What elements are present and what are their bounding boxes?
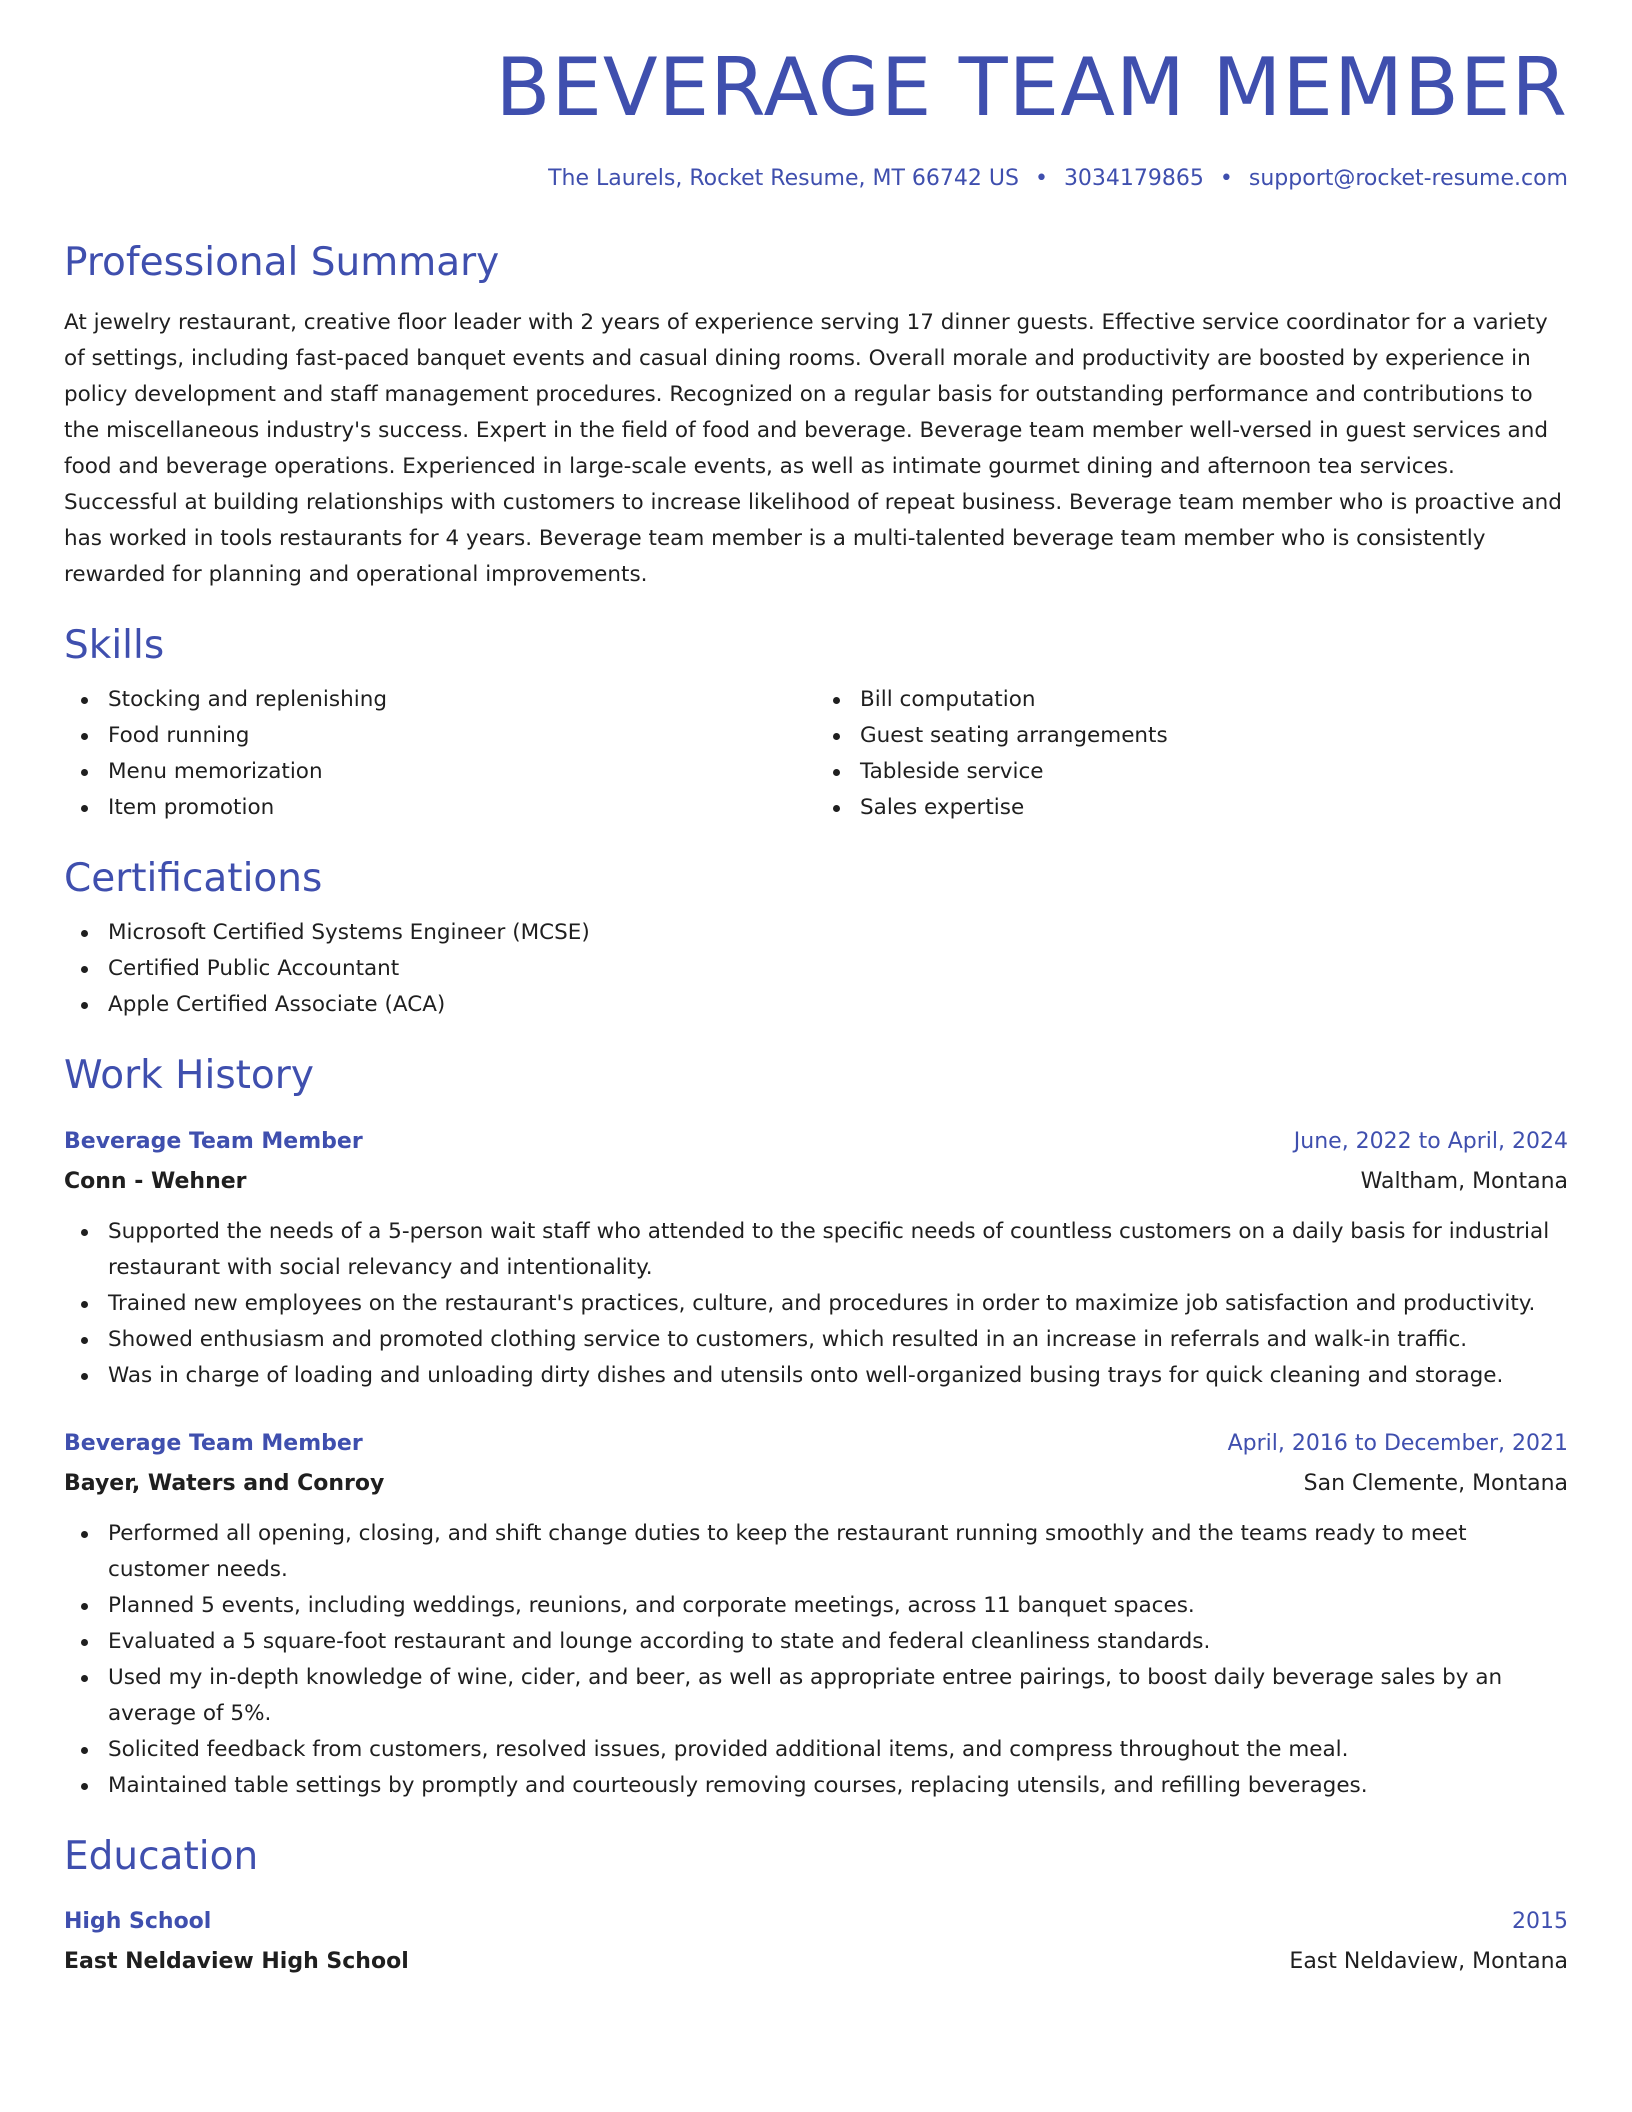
job-entry bbox=[64, 1122, 1568, 1394]
job-dates: June, 2022 to April, 2024 bbox=[1293, 1128, 1568, 1154]
job-bullets bbox=[64, 1214, 1568, 1394]
job-bullet: Performed all opening, closing, and shift change duties to keep the restaurant running smoothly and the teams ready to meet customer needs. bbox=[108, 1516, 1568, 1588]
section-title-education: Education bbox=[64, 1833, 259, 1879]
contact-line bbox=[64, 166, 1568, 192]
job-title: Beverage Team Member bbox=[64, 1128, 363, 1154]
education-school: East Neldaview High School bbox=[64, 1949, 409, 1975]
skills-column-right bbox=[816, 682, 1568, 826]
contact-address: The Laurels, Rocket Resume, MT 66742 US bbox=[548, 166, 1019, 191]
skills-column-left bbox=[64, 682, 816, 826]
summary-text: At jewelry restaurant, creative floor leader with 2 years of experience serving 17 dinner guests. Effective service coordinator for a variety of settings, including fast-paced banquet events and casual dining rooms. Overall morale and productivity are boosted by experience in policy development and staff management procedures. Recognized on a regular basis for outstanding performance and contributions to the miscellaneous industry's success. Expert in the field of food and beverage. Beverage team member well-versed in guest services and food and beverage operations. Experienced in large-scale events, as well as intimate gourmet dining and afternoon tea services. Successful at building relationships with customers to increase likelihood of repeat business. Beverage team member who is proactive and has worked in tools restaurants for 4 years. Beverage team member is a multi-talented beverage team member who is consistently rewarded for planning and operational improvements. bbox=[64, 310, 1562, 588]
education-header bbox=[64, 1902, 1568, 1942]
job-bullet: Was in charge of loading and unloading dirty dishes and utensils onto well-organized busing trays for quick cleaning and storage. bbox=[108, 1358, 1568, 1394]
job-bullet: Showed enthusiasm and promoted clothing service to customers, which resulted in an increase in referrals and walk-in traffic. bbox=[108, 1322, 1568, 1358]
certification-item: Certified Public Accountant bbox=[108, 951, 1568, 987]
section-title-skills: Skills bbox=[64, 623, 165, 669]
job-bullet: Evaluated a 5 square-foot restaurant and lounge according to state and federal cleanliness standards. bbox=[108, 1624, 1568, 1660]
skill-item: Guest seating arrangements bbox=[860, 718, 1568, 754]
skill-item: Food running bbox=[108, 718, 816, 754]
section-title-work-history: Work History bbox=[64, 1052, 314, 1098]
job-bullet: Planned 5 events, including weddings, reunions, and corporate meetings, across 11 banquet spaces. bbox=[108, 1588, 1568, 1624]
skill-item: Item promotion bbox=[108, 790, 816, 826]
section-title-certifications: Certifications bbox=[64, 855, 323, 901]
job-location: San Clemente, Montana bbox=[1303, 1470, 1568, 1496]
section-title-summary: Professional Summary bbox=[64, 240, 500, 286]
skills-list bbox=[64, 682, 1568, 826]
education-subheader bbox=[64, 1942, 1568, 1982]
certification-item: Apple Certified Associate (ACA) bbox=[108, 987, 1568, 1023]
skill-item: Bill computation bbox=[860, 682, 1568, 718]
job-entry bbox=[64, 1424, 1568, 1804]
job-title: Beverage Team Member bbox=[64, 1430, 363, 1456]
skill-item: Tableside service bbox=[860, 754, 1568, 790]
certifications-list bbox=[64, 915, 1568, 1023]
job-subheader bbox=[64, 1464, 1568, 1504]
skill-item: Stocking and replenishing bbox=[108, 682, 816, 718]
job-header bbox=[64, 1424, 1568, 1464]
contact-separator: • bbox=[1034, 166, 1048, 191]
education-location: East Neldaview, Montana bbox=[1289, 1949, 1568, 1975]
job-dates: April, 2016 to December, 2021 bbox=[1227, 1430, 1568, 1456]
job-company: Conn - Wehner bbox=[64, 1168, 247, 1194]
job-bullets bbox=[64, 1516, 1568, 1804]
job-bullet: Supported the needs of a 5-person wait staff who attended to the specific needs of countless customers on a daily basis for industrial restaurant with social relevancy and intentionality. bbox=[108, 1214, 1568, 1286]
resume-page bbox=[64, 41, 1568, 1982]
contact-email[interactable]: support@rocket-resume.com bbox=[1248, 166, 1568, 191]
job-header bbox=[64, 1122, 1568, 1162]
job-bullet: Trained new employees on the restaurant's practices, culture, and procedures in order to maximize job satisfaction and productivity. bbox=[108, 1286, 1568, 1322]
education-degree: High School bbox=[64, 1909, 212, 1935]
candidate-name: BEVERAGE TEAM MEMBER bbox=[495, 41, 1568, 134]
job-bullet: Maintained table settings by promptly and courteously removing courses, replacing utensils, and refilling beverages. bbox=[108, 1768, 1568, 1804]
skill-item: Menu memorization bbox=[108, 754, 816, 790]
job-location: Waltham, Montana bbox=[1360, 1168, 1568, 1194]
education-year: 2015 bbox=[1512, 1909, 1568, 1935]
skill-item: Sales expertise bbox=[860, 790, 1568, 826]
job-bullet: Solicited feedback from customers, resolved issues, provided additional items, and compress throughout the meal. bbox=[108, 1732, 1568, 1768]
certification-item: Microsoft Certified Systems Engineer (MCSE) bbox=[108, 915, 1568, 951]
job-subheader bbox=[64, 1162, 1568, 1202]
job-bullet: Used my in-depth knowledge of wine, cider, and beer, as well as appropriate entree pairings, to boost daily beverage sales by an average of 5%. bbox=[108, 1660, 1568, 1732]
education-entry bbox=[64, 1902, 1568, 1982]
contact-phone: 3034179865 bbox=[1063, 166, 1204, 191]
job-company: Bayer, Waters and Conroy bbox=[64, 1470, 385, 1496]
contact-separator: • bbox=[1219, 166, 1233, 191]
